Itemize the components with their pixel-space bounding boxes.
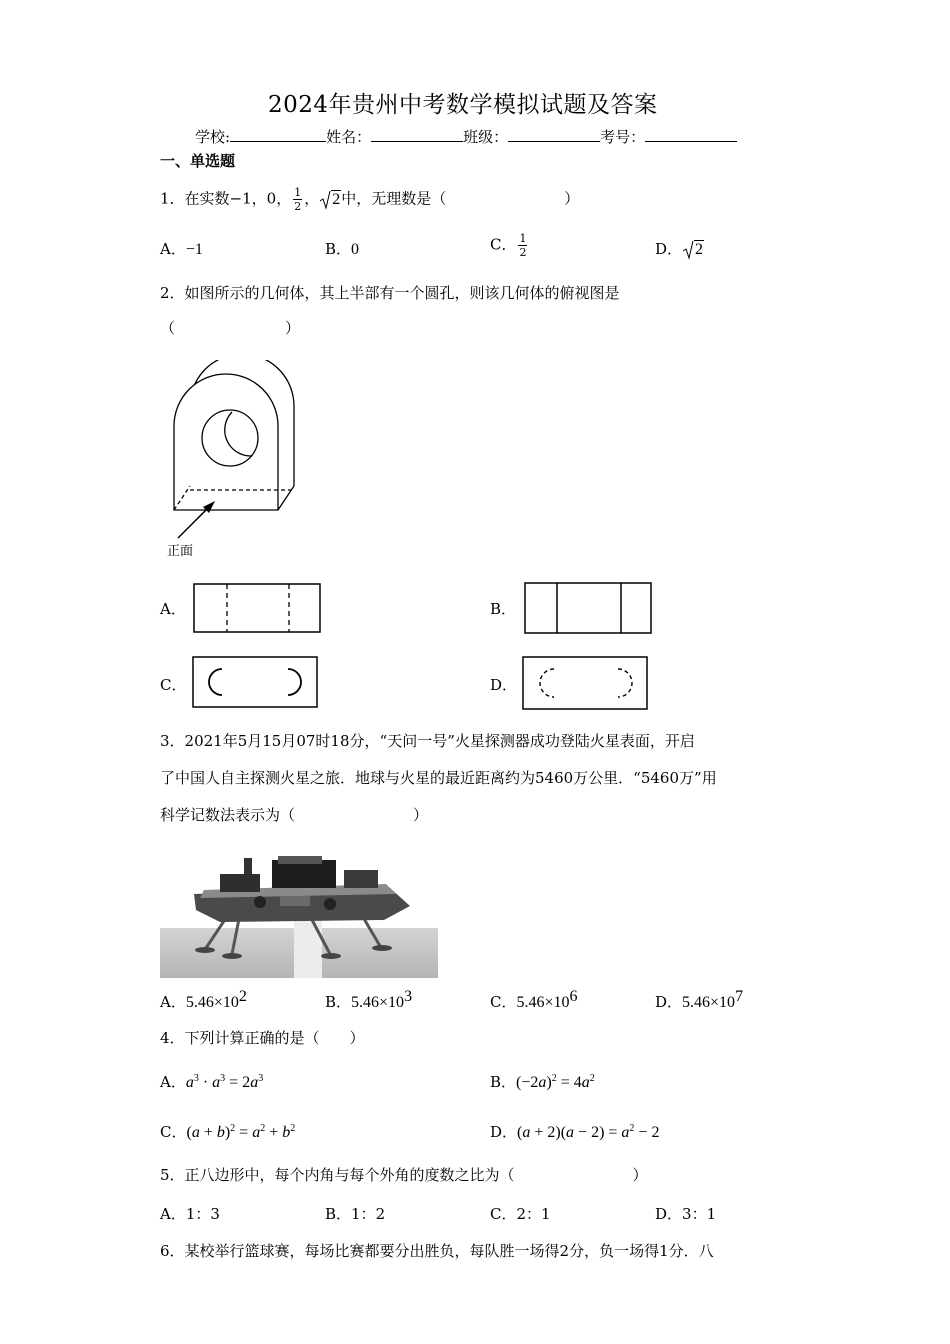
q1-option-b[interactable]: B．0 <box>325 240 360 258</box>
q1-fraction: $\frac{1}{2}$ <box>294 186 302 213</box>
front-label: 正面 <box>167 544 194 559</box>
question-2-paren: （ ） <box>160 319 301 337</box>
q4-option-d[interactable]: D．$(a + 2)(a - 2) = a^2 - 2$ <box>490 1123 660 1141</box>
q2-option-b-figure[interactable] <box>524 582 652 634</box>
q5-option-d[interactable]: D．3：1 <box>655 1205 717 1223</box>
question-2-stem: 2．如图所示的几何体，其上半部有一个圆孔，则该几何体的俯视图是 <box>160 284 620 302</box>
student-info-line <box>195 126 737 147</box>
q1-close: ） <box>564 189 580 208</box>
q1-option-d[interactable]: D． 2 <box>655 240 704 258</box>
q3-option-a[interactable]: A．$5.46\times 10^2$ <box>160 988 247 1011</box>
question-3-line-2: 了中国人自主探测火星之旅．地球与火星的最近距离约为5460万公里．“5460万”用 <box>160 769 717 787</box>
question-3-line-3: 科学记数法表示为（ ） <box>160 806 429 824</box>
q2-option-a-figure[interactable] <box>193 583 321 633</box>
exam-no-blank[interactable] <box>645 141 737 142</box>
q1-sep: ， <box>304 189 320 208</box>
q1-stem-b: 中，无理数是（ <box>341 189 447 208</box>
question-4: 4．下列计算正确的是（ ） <box>160 1029 365 1047</box>
name-blank[interactable] <box>371 141 463 142</box>
q2-option-c-label[interactable]: C． <box>160 676 187 694</box>
school-label: 学校: <box>195 128 231 146</box>
q2-option-d-label[interactable]: D． <box>490 676 518 694</box>
page-title: 2024年贵州中考数学模拟试题及答案 <box>268 92 658 118</box>
q2-option-c-figure[interactable] <box>192 656 318 708</box>
question-5: 5．正八边形中，每个内角与每个外角的度数之比为（ ） <box>160 1166 648 1184</box>
question-3-line-1: 3．2021年5月15月07时18分，“天问一号”火星探测器成功登陆火星表面，开启 <box>160 732 695 750</box>
q3-option-c[interactable]: C．$5.46\times 10^6$ <box>490 988 578 1011</box>
section-title: 一、单选题 <box>160 152 236 170</box>
q2-option-d-figure[interactable] <box>522 656 648 710</box>
q1-stem-a: 1．在实数−1，0， <box>160 189 292 208</box>
q1-sqrt: 2 <box>319 191 341 209</box>
q3-option-b[interactable]: B．$5.46\times 10^3$ <box>325 988 413 1011</box>
q5-option-b[interactable]: B．1：2 <box>325 1205 386 1223</box>
class-blank[interactable] <box>508 141 600 142</box>
name-label: 姓名： <box>326 128 372 146</box>
solid-figure <box>160 360 310 560</box>
q4-option-a[interactable]: A．$a^3 \cdot a^3 = 2a^3$ <box>160 1073 264 1091</box>
class-label: 班级： <box>463 128 509 146</box>
question-6-line-1: 6．某校举行篮球赛，每场比赛都要分出胜负，每队胜一场得2分，负一场得1分．八 <box>160 1242 714 1260</box>
school-blank[interactable] <box>230 141 326 142</box>
mars-lander-photo <box>160 854 438 978</box>
q2-option-a-label[interactable]: A． <box>160 600 186 618</box>
q5-option-a[interactable]: A．1：3 <box>160 1205 220 1223</box>
q4-option-b[interactable]: B．$(-2a)^2 = 4a^2$ <box>490 1073 595 1091</box>
q3-option-d[interactable]: D．$5.46\times 10^7$ <box>655 988 744 1011</box>
exam-no-label: 考号： <box>600 128 646 146</box>
question-1 <box>160 186 579 213</box>
q5-option-c[interactable]: C．2：1 <box>490 1205 551 1223</box>
q4-option-c[interactable]: C．$(a + b)^2 = a^2 + b^2$ <box>160 1123 296 1141</box>
q2-option-b-label[interactable]: B． <box>490 600 517 618</box>
q1-option-a[interactable]: A．−1 <box>160 240 203 258</box>
q1-option-c[interactable]: C． $\frac{1}{2}$ <box>490 232 527 259</box>
